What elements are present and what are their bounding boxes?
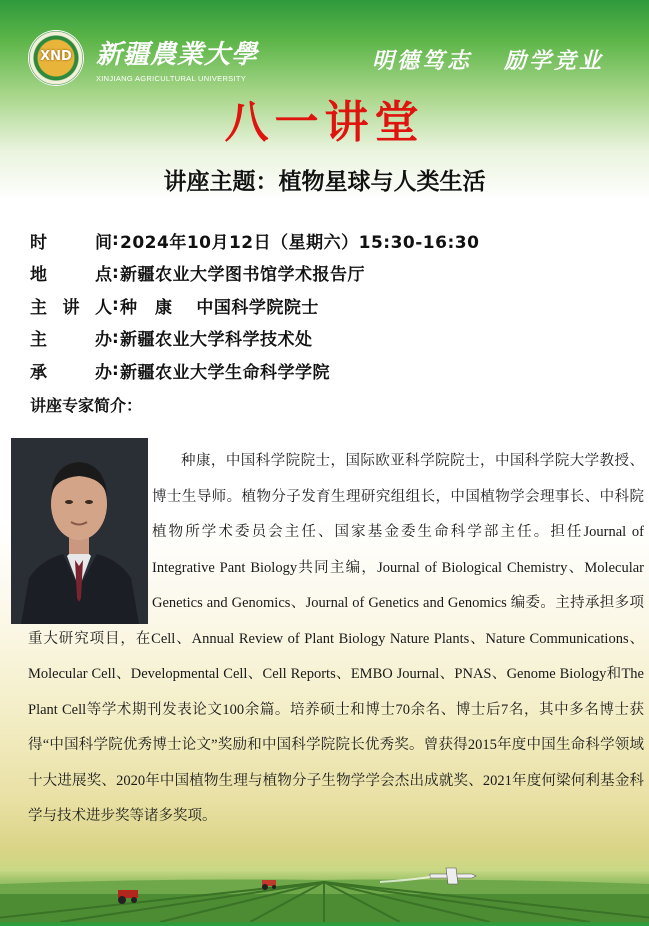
- info-value: 新疆农业大学图书馆学术报告厅: [120, 265, 365, 286]
- university-logo: [28, 30, 84, 86]
- info-value: 2024年10月12日（星期六）15:30-16:30: [120, 232, 480, 253]
- farm-field-illustration: [0, 860, 649, 922]
- info-row-time: [30, 224, 630, 257]
- info-value: 新疆农业大学生命科学学院: [120, 362, 330, 383]
- photo-spacer: [28, 444, 152, 619]
- lecture-info: [30, 224, 630, 387]
- event-title: 八一讲堂: [224, 97, 425, 148]
- info-colon: :: [112, 262, 119, 283]
- info-label: 主办: [30, 330, 112, 351]
- info-row-location: [30, 257, 630, 290]
- info-label: 主讲人: [30, 297, 112, 318]
- farm-field-scene: [0, 860, 649, 922]
- info-colon: :: [112, 360, 119, 381]
- info-row-host: [30, 354, 630, 387]
- logo-badge-text: XND: [40, 49, 72, 64]
- info-value: 种 康 中国科学院院士: [120, 297, 319, 318]
- university-name-cn: 新疆農業大學: [96, 40, 259, 70]
- info-label: 地点: [30, 265, 112, 286]
- speaker-biography: [28, 444, 644, 835]
- bio-text: 种康，中国科学院院士，国际欧亚科学院院士，中国科学院大学教授、博士生导师。植物分子发育生理研究组组长，中国植物学会理事长、中科院植物所学术委员会主任、国家基金委生命科学部主任。担任Journal of Integrative Pant Biology共同主编，Journal of Biological Chemistry、Molecular Genetics and Genomics、Journal of Genetics and Genomics 编委。主持承担多项重大研究项目，在Cell、Annual Review of Plant Biology Nature Plants、Nature Communications、Molecular Cell、Developmental Cell、Cell Reports、EMBO Journal、PNAS、Genome Biology和The Plant Cell等学术期刊发表论文100余篇。培养硕士和博士70余名、博士后7名，其中多名博士获得“中国科学院优秀博士论文”奖励和中国科学院院长优秀奖。曾获得2015年度中国生命科学领域十大进展奖、2020年中国植物生理与植物分子生物学学会杰出成就奖、2021年度何梁何利基金科学与技术进步奖等诸多奖项。: [28, 453, 644, 824]
- info-label: 承办: [30, 362, 112, 383]
- info-colon: :: [112, 327, 119, 348]
- header-banner: [0, 0, 649, 95]
- lecture-topic: 讲座主题：植物星球与人类生活: [163, 169, 486, 195]
- speaker-intro-label: 讲座专家简介：: [30, 396, 143, 415]
- university-motto: 明德笃志 励学竞业: [372, 48, 604, 74]
- info-colon: :: [112, 295, 119, 316]
- university-name-en: XINJIANG AGRICULTURAL UNIVERSITY: [96, 74, 247, 83]
- info-row-speaker: [30, 289, 630, 322]
- info-label: 时间: [30, 232, 112, 253]
- info-row-organizer: [30, 322, 630, 355]
- info-value: 新疆农业大学科学技术处: [120, 330, 313, 351]
- info-colon: :: [112, 230, 119, 251]
